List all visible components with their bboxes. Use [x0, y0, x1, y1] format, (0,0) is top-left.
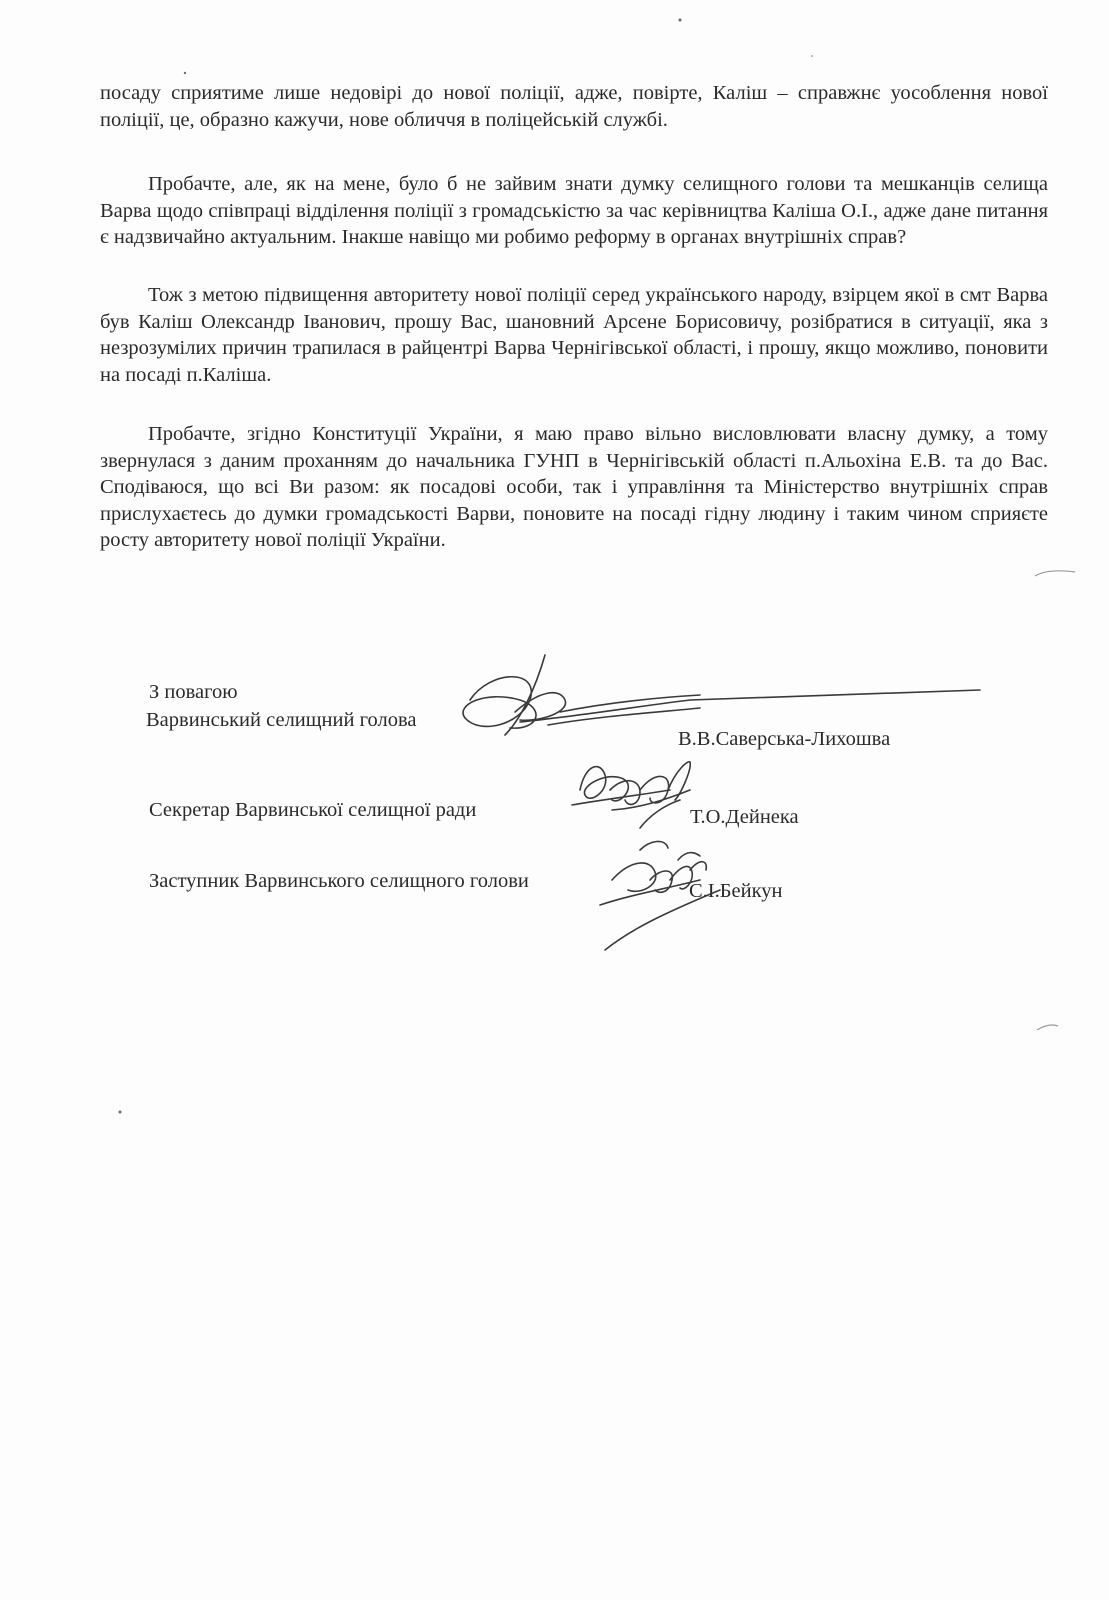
signatory-role: Варвинський селищний голова	[146, 709, 417, 731]
signatory-name: Т.О.Дейнека	[690, 806, 799, 828]
signatory-name: В.В.Саверська-Лихошва	[678, 728, 891, 750]
letter-paragraph: Пробачте, але, як на мене, було б не зайвим знати думку селищного голови та мешканців селища Варва щодо співпраці відділення поліції з громадськістю за час керівництва Каліша О.І., адже дане питання є надзвичайно актуальним. Інакше навіщо ми робимо реформу в органах внутрішніх справ?	[100, 173, 1048, 248]
letter-paragraph: Пробачте, згідно Конституції України, я маю право вільно висловлювати власну думку, а тому звернулася з даним проханням до начальника ГУНП в Чернігівській області п.Альохіна Е.В. та до Вас. Сподіваюся, що всі Ви разом: як посадові особи, так і управління та Міністерство внутрішніх справ прислухаєтесь до думки громадськості Варви, поновите на посаді гідну людину і таким чином сприяєте росту авторитету нової поліції України.	[100, 423, 1048, 551]
closing-phrase: З повагою	[149, 681, 238, 703]
signatory-name: С.І.Бейкун	[689, 880, 783, 902]
handwritten-signature-secretary	[572, 762, 690, 828]
handwritten-signature-head	[463, 655, 980, 735]
letter-paragraph: Тож з метою підвищення авторитету нової поліції серед українського народу, взірцем якої в смт Варва був Каліш Олександр Іванович, прошу Вас, шановний Арсене Борисовичу, розібратися в ситуації, яка з незрозумілих причин трапилася в райцентрі Варва Чернігівської області, і прошу, якщо можливо, поновити на посаді п.Каліша.	[100, 284, 1048, 386]
letter-paragraph: посаду сприятиме лише недовірі до нової поліції, адже, повірте, Каліш – справжнє уособлення нової поліції, це, образно кажучи, нове обличчя в поліцейській службі.	[100, 82, 1048, 131]
signatory-role: Заступник Варвинського селищного голови	[149, 870, 529, 892]
signatory-role: Секретар Варвинської селищної ради	[149, 799, 477, 821]
